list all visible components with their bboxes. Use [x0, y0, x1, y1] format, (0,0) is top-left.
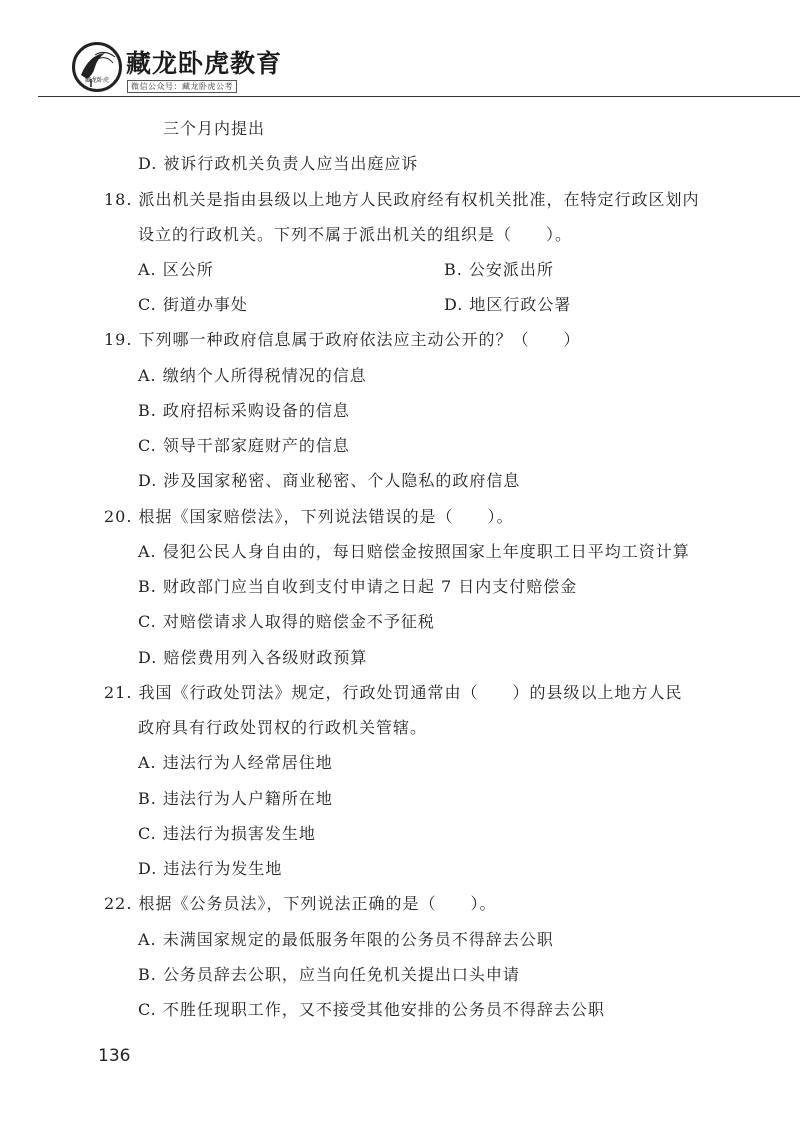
header-divider: [38, 96, 800, 97]
brand-title: 藏龙卧虎教育: [126, 49, 283, 78]
option-line: A. 缴纳个人所得税情况的信息: [138, 366, 367, 385]
option-line: D. 涉及国家秘密、商业秘密、个人隐私的政府信息: [138, 471, 521, 490]
option-line: B. 政府招标采购设备的信息: [138, 401, 350, 420]
option-line: C. 违法行为损害发生地: [138, 824, 316, 843]
question-line: 18. 派出机关是指由县级以上地方人民政府经有权机关批准，在特定行政区划内: [104, 190, 700, 209]
option-line: A. 区公所: [138, 260, 214, 279]
brand-subtitle: 微信公众号：藏龙卧虎公考: [127, 80, 237, 93]
option-line: C. 不胜任现职工作，又不接受其他安排的公务员不得辞去公职: [138, 1000, 605, 1019]
option-line: D. 违法行为发生地: [138, 859, 283, 878]
option-line: A. 侵犯公民人身自由的，每日赔偿金按照国家上年度职工日平均工资计算: [138, 542, 690, 561]
page-header: [0, 0, 800, 100]
option-line: C. 街道办事处: [138, 295, 248, 314]
option-line: C. 对赔偿请求人取得的赔偿金不予征税: [138, 612, 435, 631]
page-number: 136: [98, 1046, 131, 1066]
question-line: 20. 根据《国家赔偿法》，下列说法错误的是（ ）。: [104, 507, 514, 526]
question-line: 19. 下列哪一种政府信息属于政府依法应主动公开的？（ ）: [104, 330, 581, 349]
option-line: B. 公务员辞去公职，应当向任免机关提出口头申请: [138, 965, 520, 984]
option-line: D. 地区行政公署: [444, 295, 572, 314]
logo: [72, 42, 122, 92]
option-line: B. 财政部门应当自收到支付申请之日起 7 日内支付赔偿金: [138, 577, 578, 596]
question-line: 政府具有行政处罚权的行政机关管辖。: [138, 718, 428, 737]
question-line: 21. 我国《行政处罚法》规定，行政处罚通常由（ ）的县级以上地方人民: [104, 683, 683, 702]
option-line: D. 被诉行政机关负责人应当出庭应诉: [138, 154, 419, 173]
option-line: B. 违法行为人户籍所在地: [138, 789, 333, 808]
option-line: C. 领导干部家庭财产的信息: [138, 436, 350, 455]
text-line: 三个月内提出: [163, 119, 266, 138]
logo-text: 藏龙卧虎: [84, 77, 109, 84]
option-line: B. 公安派出所: [444, 260, 554, 279]
question-line: 22. 根据《公务员法》，下列说法正确的是（ ）。: [104, 894, 497, 913]
option-line: D. 赔偿费用列入各级财政预算: [138, 648, 368, 667]
option-line: A. 未满国家规定的最低服务年限的公务员不得辞去公职: [138, 930, 554, 949]
option-line: A. 违法行为人经常居住地: [138, 753, 333, 772]
question-line: 设立的行政机关。下列不属于派出机关的组织是（ ）。: [138, 225, 573, 244]
